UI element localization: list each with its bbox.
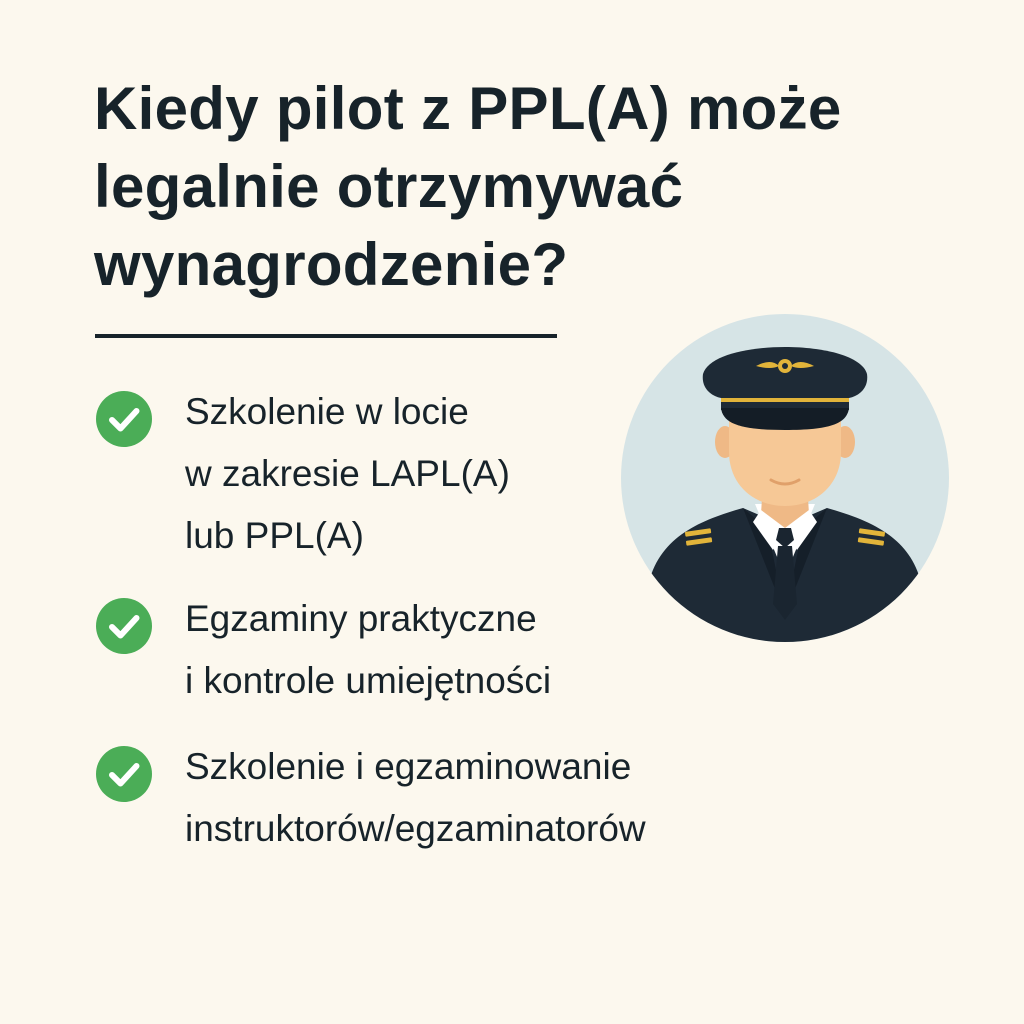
- title-line: wynagrodzenie?: [94, 231, 569, 298]
- list-item-text: [185, 736, 646, 860]
- list-item-line: lub PPL(A): [185, 515, 364, 556]
- title-divider: [95, 334, 557, 338]
- page-title: [94, 70, 934, 304]
- list-item-line: Egzaminy praktyczne: [185, 598, 537, 639]
- list-item-text: [185, 588, 551, 712]
- list-item-text: [185, 381, 510, 567]
- list-item-line: instruktorów/egzaminatorów: [185, 808, 646, 849]
- list-item-line: w zakresie LAPL(A): [185, 453, 510, 494]
- title-line: legalnie otrzymywać: [94, 153, 684, 220]
- list-item-line: Szkolenie w locie: [185, 391, 469, 432]
- check-icon: [96, 598, 152, 654]
- check-icon: [96, 391, 152, 447]
- list-item-line: Szkolenie i egzaminowanie: [185, 746, 632, 787]
- pilot-icon: [621, 314, 949, 642]
- check-icon: [96, 746, 152, 802]
- title-line: Kiedy pilot z PPL(A) może: [94, 75, 842, 142]
- list-item-line: i kontrole umiejętności: [185, 660, 552, 701]
